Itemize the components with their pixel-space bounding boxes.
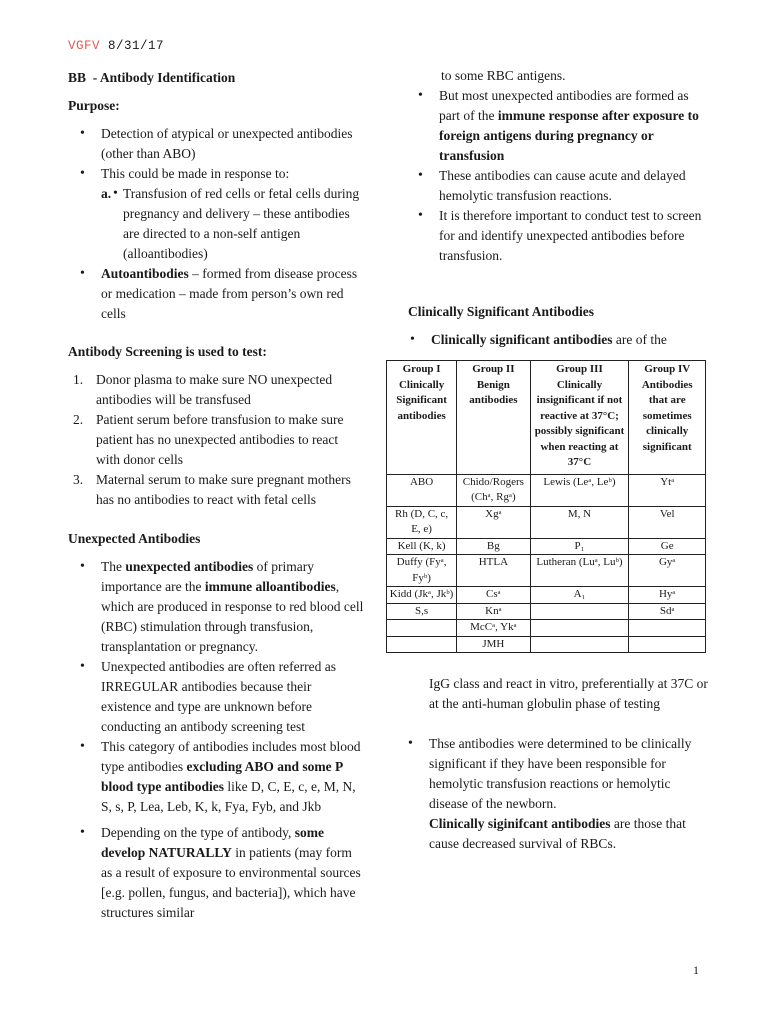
list-item: • The unexpected antibodies of primary importance are the immune alloantibodies, which are produced in response to red blood cell (RBC) stimulation through transfusion, transplantation or pregnancy. (68, 557, 364, 657)
table-header: Group I Clinically Significant antibodies (387, 361, 457, 475)
unexpected-heading: Unexpected Antibodies (68, 531, 201, 546)
list-item: • a. Transfusion of red cells or fetal cells during pregnancy and delivery – these antibodies are directed to a non-self antigen (alloantibodies) (101, 184, 364, 264)
list-item: • Thse antibodies were determined to be clinically significant if they have been responsible for hemolytic transfusion reactions or hemolytic disease of the newborn. Clinically siginifcant antibodies are those that cause decreased survival of RBCs. (396, 734, 706, 854)
list-item: • This could be made in response to: • a. Transfusion of red cells or fetal cells during pregnancy and delivery – these antibodies are directed to a non-self antigen (alloantibodies) (68, 164, 364, 264)
right-list (406, 86, 706, 266)
list-item: • Clinically significant antibodies are of the (398, 330, 698, 350)
table-header: Group III Clinically insignificant if not reactive at 37°C; possibly significant when reacting at 37°C (530, 361, 629, 475)
list-item: • Detection of atypical or unexpected antibodies (other than ABO) (68, 124, 364, 164)
table-header: Group II Benign antibodies (457, 361, 530, 475)
page-title: BB - Antibody Identification (68, 70, 236, 85)
list-item: • Depending on the type of antibody, some develop NATURALLY in patients (may form as a result of exposure to environmental sources [e.g. pollen, fungus, and bacteria]), which have structures similar (68, 823, 364, 923)
screening-list (68, 370, 364, 510)
list-item: 1. Donor plasma to make sure NO unexpected antibodies will be transfused (73, 372, 333, 407)
list-item: • These antibodies can cause acute and delayed hemolytic transfusion reactions. (406, 166, 706, 206)
table-row: McCᵃ, Ykᵃ (387, 620, 706, 637)
list-item: • Autoantibodies – formed from disease process or medication – made from person’s own red cells (68, 264, 364, 324)
clinical-list (398, 330, 698, 350)
after-table-text: IgG class and react in vitro, preferentially at 37C or at the anti-human globulin phase of testing (429, 676, 708, 711)
table-row: Rh (D, C, c, E, e) Xgᵃ M, N Vel (387, 506, 706, 538)
table-row: Kell (K, k) Bg P₁ Ge (387, 538, 706, 555)
table-row: Kidd (Jkᵃ, Jkᵇ) Csᵃ A₁ Hyᵃ (387, 587, 706, 604)
purpose-heading: Purpose: (68, 98, 120, 113)
list-item: • Unexpected antibodies are often referred as IRREGULAR antibodies because their existence and type are unknown before conducting an antibody screening test (68, 657, 364, 737)
antibody-groups-table (386, 360, 706, 653)
continued-text: to some RBC antigens. (441, 68, 566, 83)
table-row: JMH (387, 636, 706, 653)
after-table-list (396, 734, 706, 854)
table-row: Duffy (Fyᵃ, Fyᵇ) HTLA Lutheran (Luᵃ, Luᵇ) Gyᵃ (387, 555, 706, 587)
list-item: 2. Patient serum before transfusion to make sure patient has no unexpected antibodies to react with donor cells (73, 412, 344, 467)
unexpected-list (68, 557, 364, 923)
list-item: 3. Maternal serum to make sure pregnant mothers has no antibodies to react with fetal cells (73, 472, 351, 507)
purpose-list (68, 124, 364, 324)
table-header-row (387, 361, 706, 475)
page-number: 1 (693, 963, 699, 977)
table-row: ABO Chido/Rogers (Chᵃ, Rgᵃ) Lewis (Leᵃ, Leᵇ) Ytᵃ (387, 474, 706, 506)
list-item: • This category of antibodies includes most blood type antibodies excluding ABO and some P blood type antibodies like D, C, E, c, e, M, N, S, s, P, Lea, Leb, K, k, Fya, Fyb, and Jkb (68, 737, 364, 817)
author-initials: VGFV (68, 39, 101, 53)
screening-heading: Antibody Screening is used to test: (68, 344, 267, 359)
table-header: Group IV Antibodies that are sometimes clinically significant (629, 361, 706, 475)
clinical-heading: Clinically Significant Antibodies (408, 304, 595, 319)
left-column (68, 66, 364, 923)
list-item: • It is therefore important to conduct test to screen for and identify unexpected antibodies before transfusion. (406, 206, 706, 266)
list-item: • But most unexpected antibodies are formed as part of the immune response after exposure to foreign antigens during pregnancy or transfusion (406, 86, 706, 166)
table-row: S,s Knᵃ Sdᵃ (387, 603, 706, 620)
right-column-top (406, 66, 706, 266)
document-date: 8/31/17 (108, 39, 165, 53)
purpose-sublist (101, 184, 364, 264)
document-header (68, 36, 164, 56)
list-item-tail: Clinically siginifcant antibodies are those that cause decreased survival of RBCs. (429, 816, 686, 851)
